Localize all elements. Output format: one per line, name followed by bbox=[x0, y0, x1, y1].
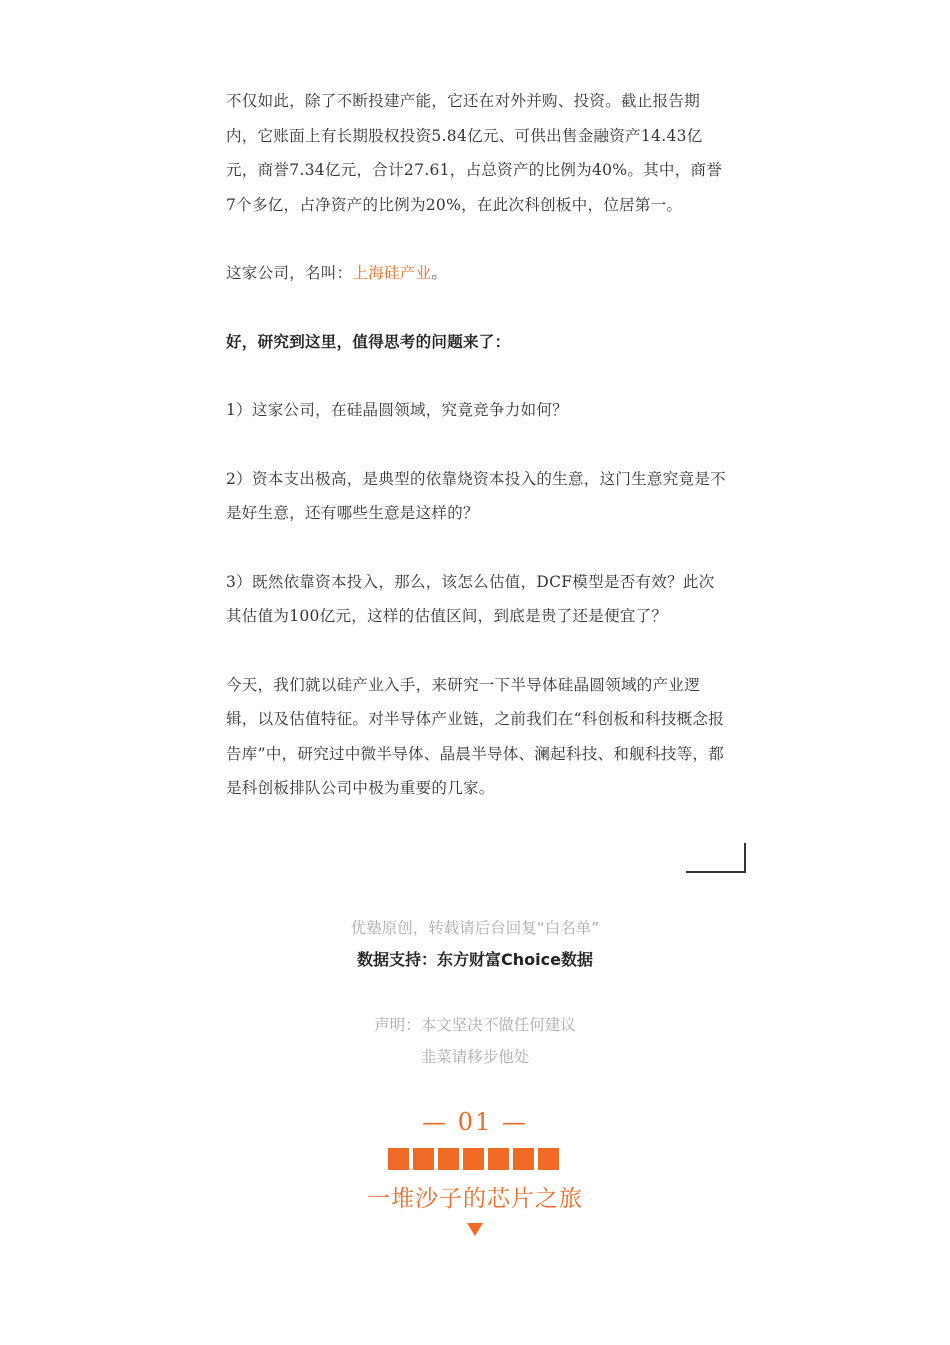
original-notice: 优塾原创，转载请后台回复“白名单” bbox=[350, 919, 600, 937]
paragraph-today: 今天，我们就以硅产业入手，来研究一下半导体硅晶圆领域的产业逻辑，以及估值特征。对半导体产业链，之前我们在“科创板和科技概念报告库”中，研究过中微半导体、晶晨半导体、澜起科技、和舰科技等，都是科创板排队公司中极为重要的几家。 bbox=[226, 675, 725, 797]
question-2: 2）资本支出极高，是典型的依靠烧资本投入的生意，这门生意究竟是不是好生意，还有哪些生意是这样的？ bbox=[226, 469, 726, 522]
disclaimer-block bbox=[0, 1009, 950, 1073]
section-title: 一堆沙子的芯片之旅 bbox=[367, 1186, 583, 1212]
paragraph-company-name bbox=[226, 256, 726, 291]
corner-bracket-decoration bbox=[686, 843, 746, 873]
paragraph-investments: 不仅如此，除了不断投建产能，它还在对外并购、投资。截止报告期内，它账面上有长期股权投资5.84亿元、可供出售金融资产14.43亿元，商誉7.34亿元，合计27.61，占总资产的比例为40%。其中，商誉7个多亿，占净资产的比例为20%，在此次科创板中，位居第一。 bbox=[226, 92, 723, 214]
section-number: — 01 — bbox=[422, 1108, 528, 1136]
disclaimer-line-1: 声明：本文坚决不做任何建议 bbox=[374, 1016, 576, 1034]
company-name-highlight: 上海硅产业 bbox=[352, 264, 432, 282]
disclaimer-line-2: 韭菜请移步他处 bbox=[420, 1048, 530, 1066]
data-support-line: 数据支持：东方财富Choice数据 bbox=[357, 950, 593, 969]
article-body bbox=[226, 84, 726, 840]
company-intro-end: 。 bbox=[431, 264, 448, 282]
question-1: 1）这家公司，在硅晶圆领域，究竟竞争力如何？ bbox=[226, 401, 568, 419]
paragraph-questions-intro: 好，研究到这里，值得思考的问题来了： bbox=[226, 331, 511, 351]
company-intro-text: 这家公司，名叫： bbox=[226, 264, 353, 282]
question-3: 3）既然依靠资本投入，那么，该怎么估值，DCF模型是否有效？此次其估值为100亿元，这样的估值区间，到底是贵了还是便宜了？ bbox=[226, 572, 715, 625]
orange-block-bar bbox=[388, 1148, 562, 1170]
section-header bbox=[0, 1108, 950, 1236]
down-arrow-icon bbox=[467, 1223, 483, 1236]
footer-notice bbox=[0, 912, 950, 976]
